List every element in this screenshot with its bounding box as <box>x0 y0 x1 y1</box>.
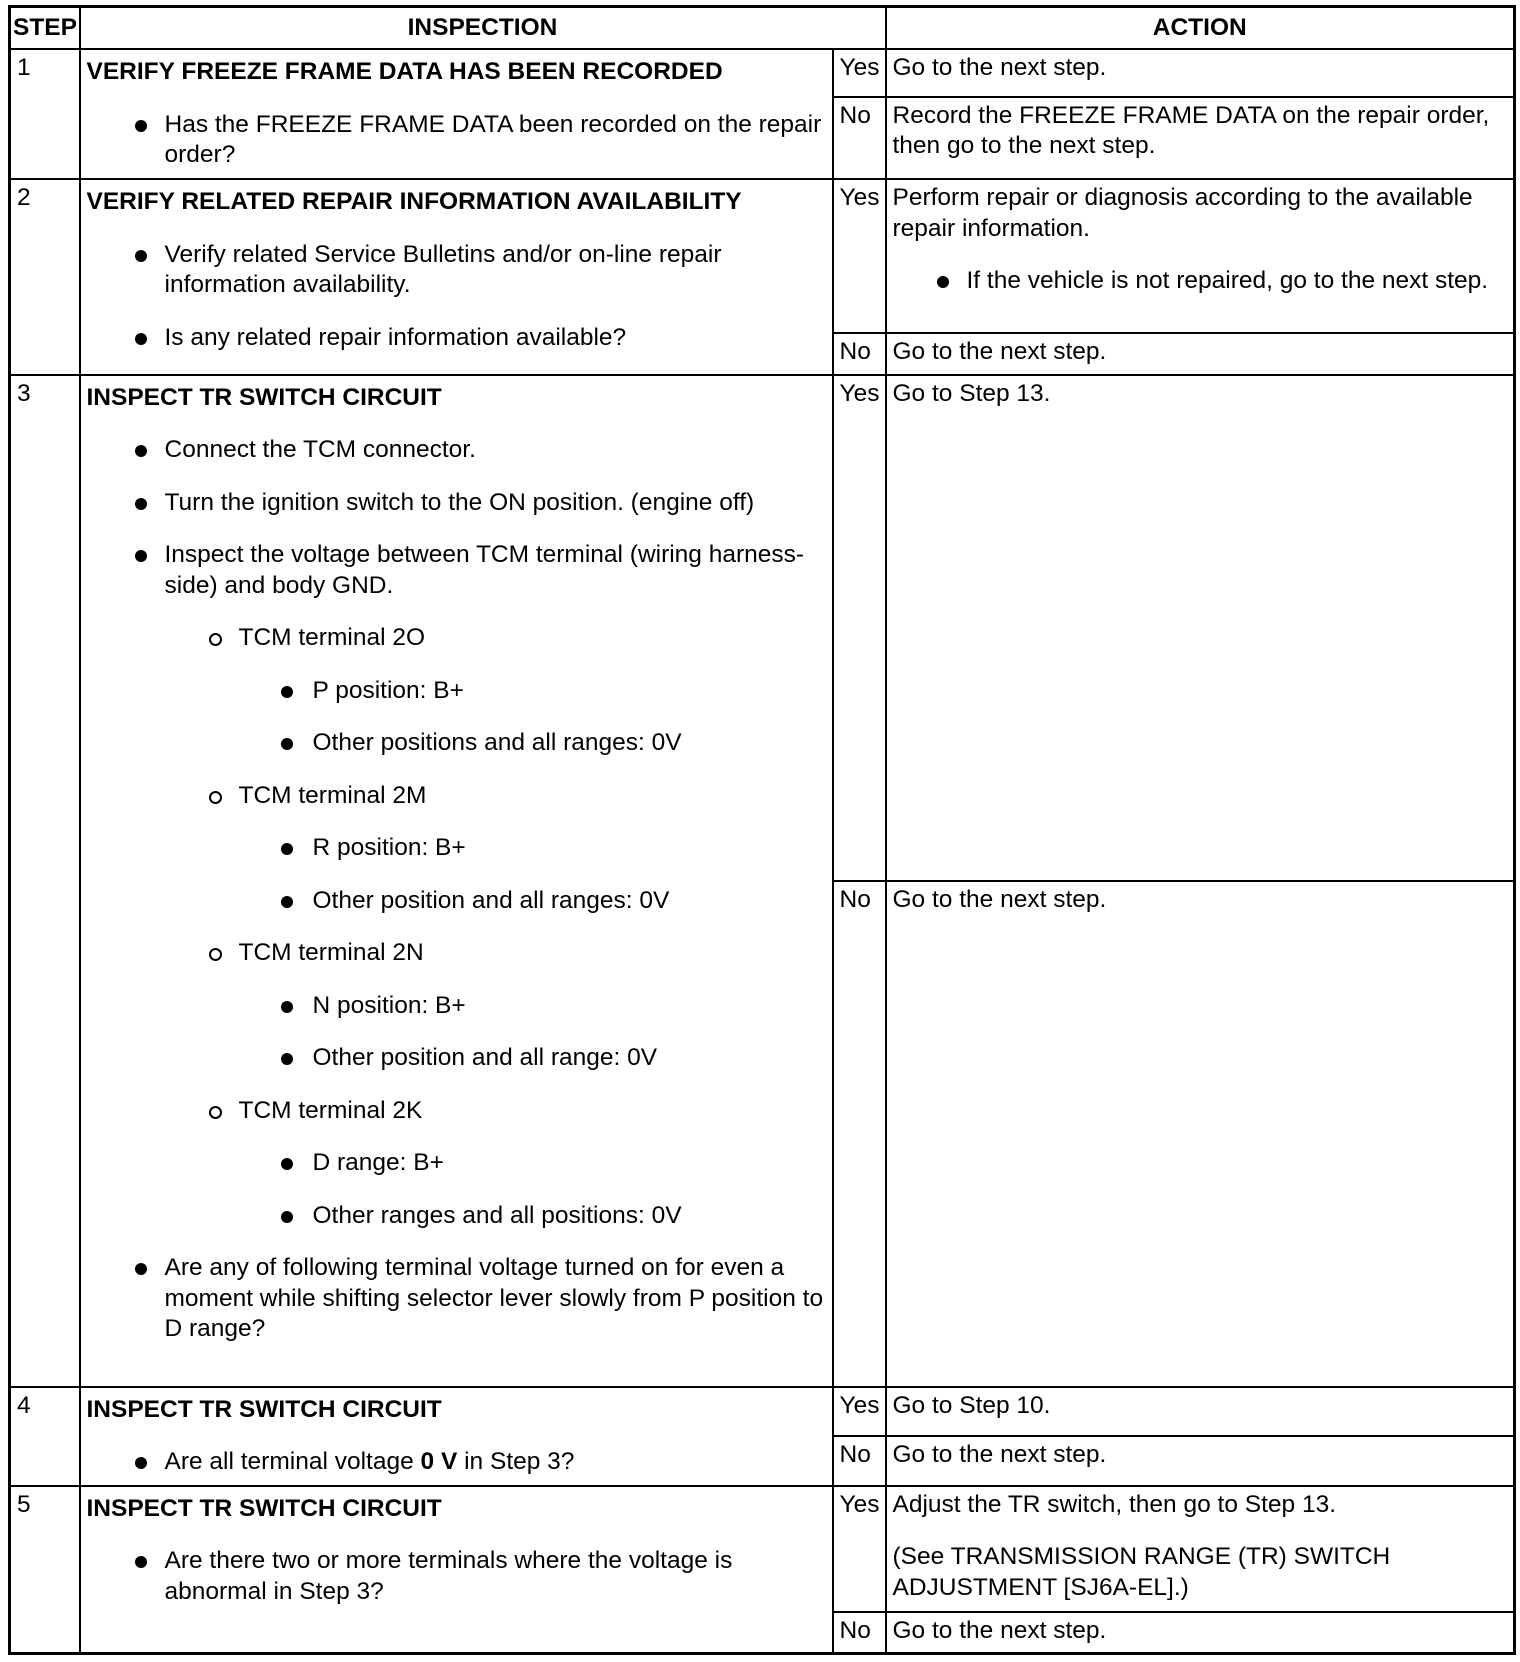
step-3-row <box>10 375 1515 881</box>
step-number: 3 <box>10 375 80 1387</box>
inspection-item: Inspect the voltage between TCM terminal (wiring harness-side) and body GND. <box>87 540 826 601</box>
header-row <box>10 7 1515 50</box>
yes-action-note: (See TRANSMISSION RANGE (TR) SWITCH ADJUSTMENT [SJ6A-EL].) <box>892 1543 1391 1601</box>
step-2-row <box>10 179 1515 333</box>
inspection-item: Connect the TCM connector. <box>87 435 826 466</box>
condition-item: R position: B+ <box>87 833 826 864</box>
condition-item: Other position and all range: 0V <box>87 1043 826 1074</box>
inspection-list <box>87 1546 826 1607</box>
yes-action <box>886 1486 1515 1612</box>
no-label: No <box>833 1436 886 1485</box>
yes-action-text: Perform repair or diagnosis according to the available repair information. <box>892 184 1473 242</box>
terminal-list <box>87 938 826 969</box>
condition-list <box>87 991 826 1074</box>
step-number: 4 <box>10 1387 80 1486</box>
yes-action-subitem: If the vehicle is not repaired, go to the next step. <box>893 266 1508 297</box>
step-1-row <box>10 49 1515 96</box>
condition-item: D range: B+ <box>87 1148 826 1179</box>
condition-item: P position: B+ <box>87 676 826 707</box>
step-inspection <box>80 179 833 374</box>
step-title: VERIFY RELATED REPAIR INFORMATION AVAILABILITY <box>86 188 742 216</box>
inspection-item: Are all terminal voltage 0 V in Step 3? <box>87 1447 826 1478</box>
condition-list <box>87 676 826 759</box>
inspection-item: Has the FREEZE FRAME DATA been recorded on the repair order? <box>87 110 826 171</box>
terminal-item: TCM terminal 2N <box>87 938 826 969</box>
step-title: INSPECT TR SWITCH CIRCUIT <box>86 1395 442 1423</box>
condition-list <box>87 833 826 916</box>
yes-action-text: Adjust the TR switch, then go to Step 13. <box>892 1490 1337 1518</box>
header-action: ACTION <box>886 7 1515 50</box>
yes-action-sublist <box>893 266 1508 297</box>
inspection-list <box>87 1253 826 1345</box>
no-action: Go to the next step. <box>886 1436 1515 1485</box>
step-inspection <box>80 49 833 179</box>
inspection-item: Is any related repair information available? <box>87 323 826 354</box>
condition-item: N position: B+ <box>87 991 826 1022</box>
yes-label: Yes <box>833 49 886 96</box>
step-number: 5 <box>10 1486 80 1654</box>
yes-action: Go to the next step. <box>886 49 1515 96</box>
inspection-item: Turn the ignition switch to the ON position. (engine off) <box>87 488 826 519</box>
no-label: No <box>833 1612 886 1654</box>
no-action: Record the FREEZE FRAME DATA on the repair order, then go to the next step. <box>886 97 1515 180</box>
yes-action <box>886 179 1515 333</box>
condition-list <box>87 1148 826 1231</box>
inspection-list <box>87 240 826 354</box>
yes-action: Go to Step 13. <box>886 375 1515 881</box>
no-action: Go to the next step. <box>886 1612 1515 1654</box>
step-inspection <box>80 375 833 1387</box>
terminal-list <box>87 623 826 654</box>
yes-label: Yes <box>833 1486 886 1612</box>
step-number: 2 <box>10 179 80 374</box>
yes-label: Yes <box>833 1387 886 1436</box>
no-action: Go to the next step. <box>886 881 1515 1387</box>
step-inspection <box>80 1486 833 1654</box>
condition-item: Other positions and all ranges: 0V <box>87 728 826 759</box>
step-number: 1 <box>10 49 80 179</box>
no-action: Go to the next step. <box>886 333 1515 375</box>
yes-label: Yes <box>833 179 886 333</box>
no-label: No <box>833 97 886 180</box>
terminal-item: TCM terminal 2M <box>87 781 826 812</box>
inspection-item: Verify related Service Bulletins and/or on-line repair information availability. <box>87 240 826 301</box>
yes-action: Go to Step 10. <box>886 1387 1515 1436</box>
diagnostic-procedure-table <box>8 5 1516 1655</box>
inspection-question: Are any of following terminal voltage turned on for even a moment while shifting selector lever slowly from P position to D range? <box>87 1253 826 1345</box>
terminal-list <box>87 1096 826 1127</box>
no-label: No <box>833 333 886 375</box>
step-4-row <box>10 1387 1515 1436</box>
step-title: VERIFY FREEZE FRAME DATA HAS BEEN RECORDED <box>86 58 723 86</box>
inspection-item: Are there two or more terminals where the voltage is abnormal in Step 3? <box>87 1546 826 1607</box>
step-5-row <box>10 1486 1515 1612</box>
inspection-list <box>87 110 826 171</box>
step-inspection <box>80 1387 833 1486</box>
terminal-list <box>87 781 826 812</box>
condition-item: Other position and all ranges: 0V <box>87 886 826 917</box>
inspection-list <box>87 1447 826 1478</box>
terminal-item: TCM terminal 2O <box>87 623 826 654</box>
no-label: No <box>833 881 886 1387</box>
header-step: STEP <box>10 7 80 50</box>
inspection-list <box>87 435 826 601</box>
header-inspection: INSPECTION <box>80 7 886 50</box>
yes-label: Yes <box>833 375 886 881</box>
step-title: INSPECT TR SWITCH CIRCUIT <box>86 1494 442 1522</box>
condition-item: Other ranges and all positions: 0V <box>87 1201 826 1232</box>
step-title: INSPECT TR SWITCH CIRCUIT <box>86 383 442 411</box>
terminal-item: TCM terminal 2K <box>87 1096 826 1127</box>
